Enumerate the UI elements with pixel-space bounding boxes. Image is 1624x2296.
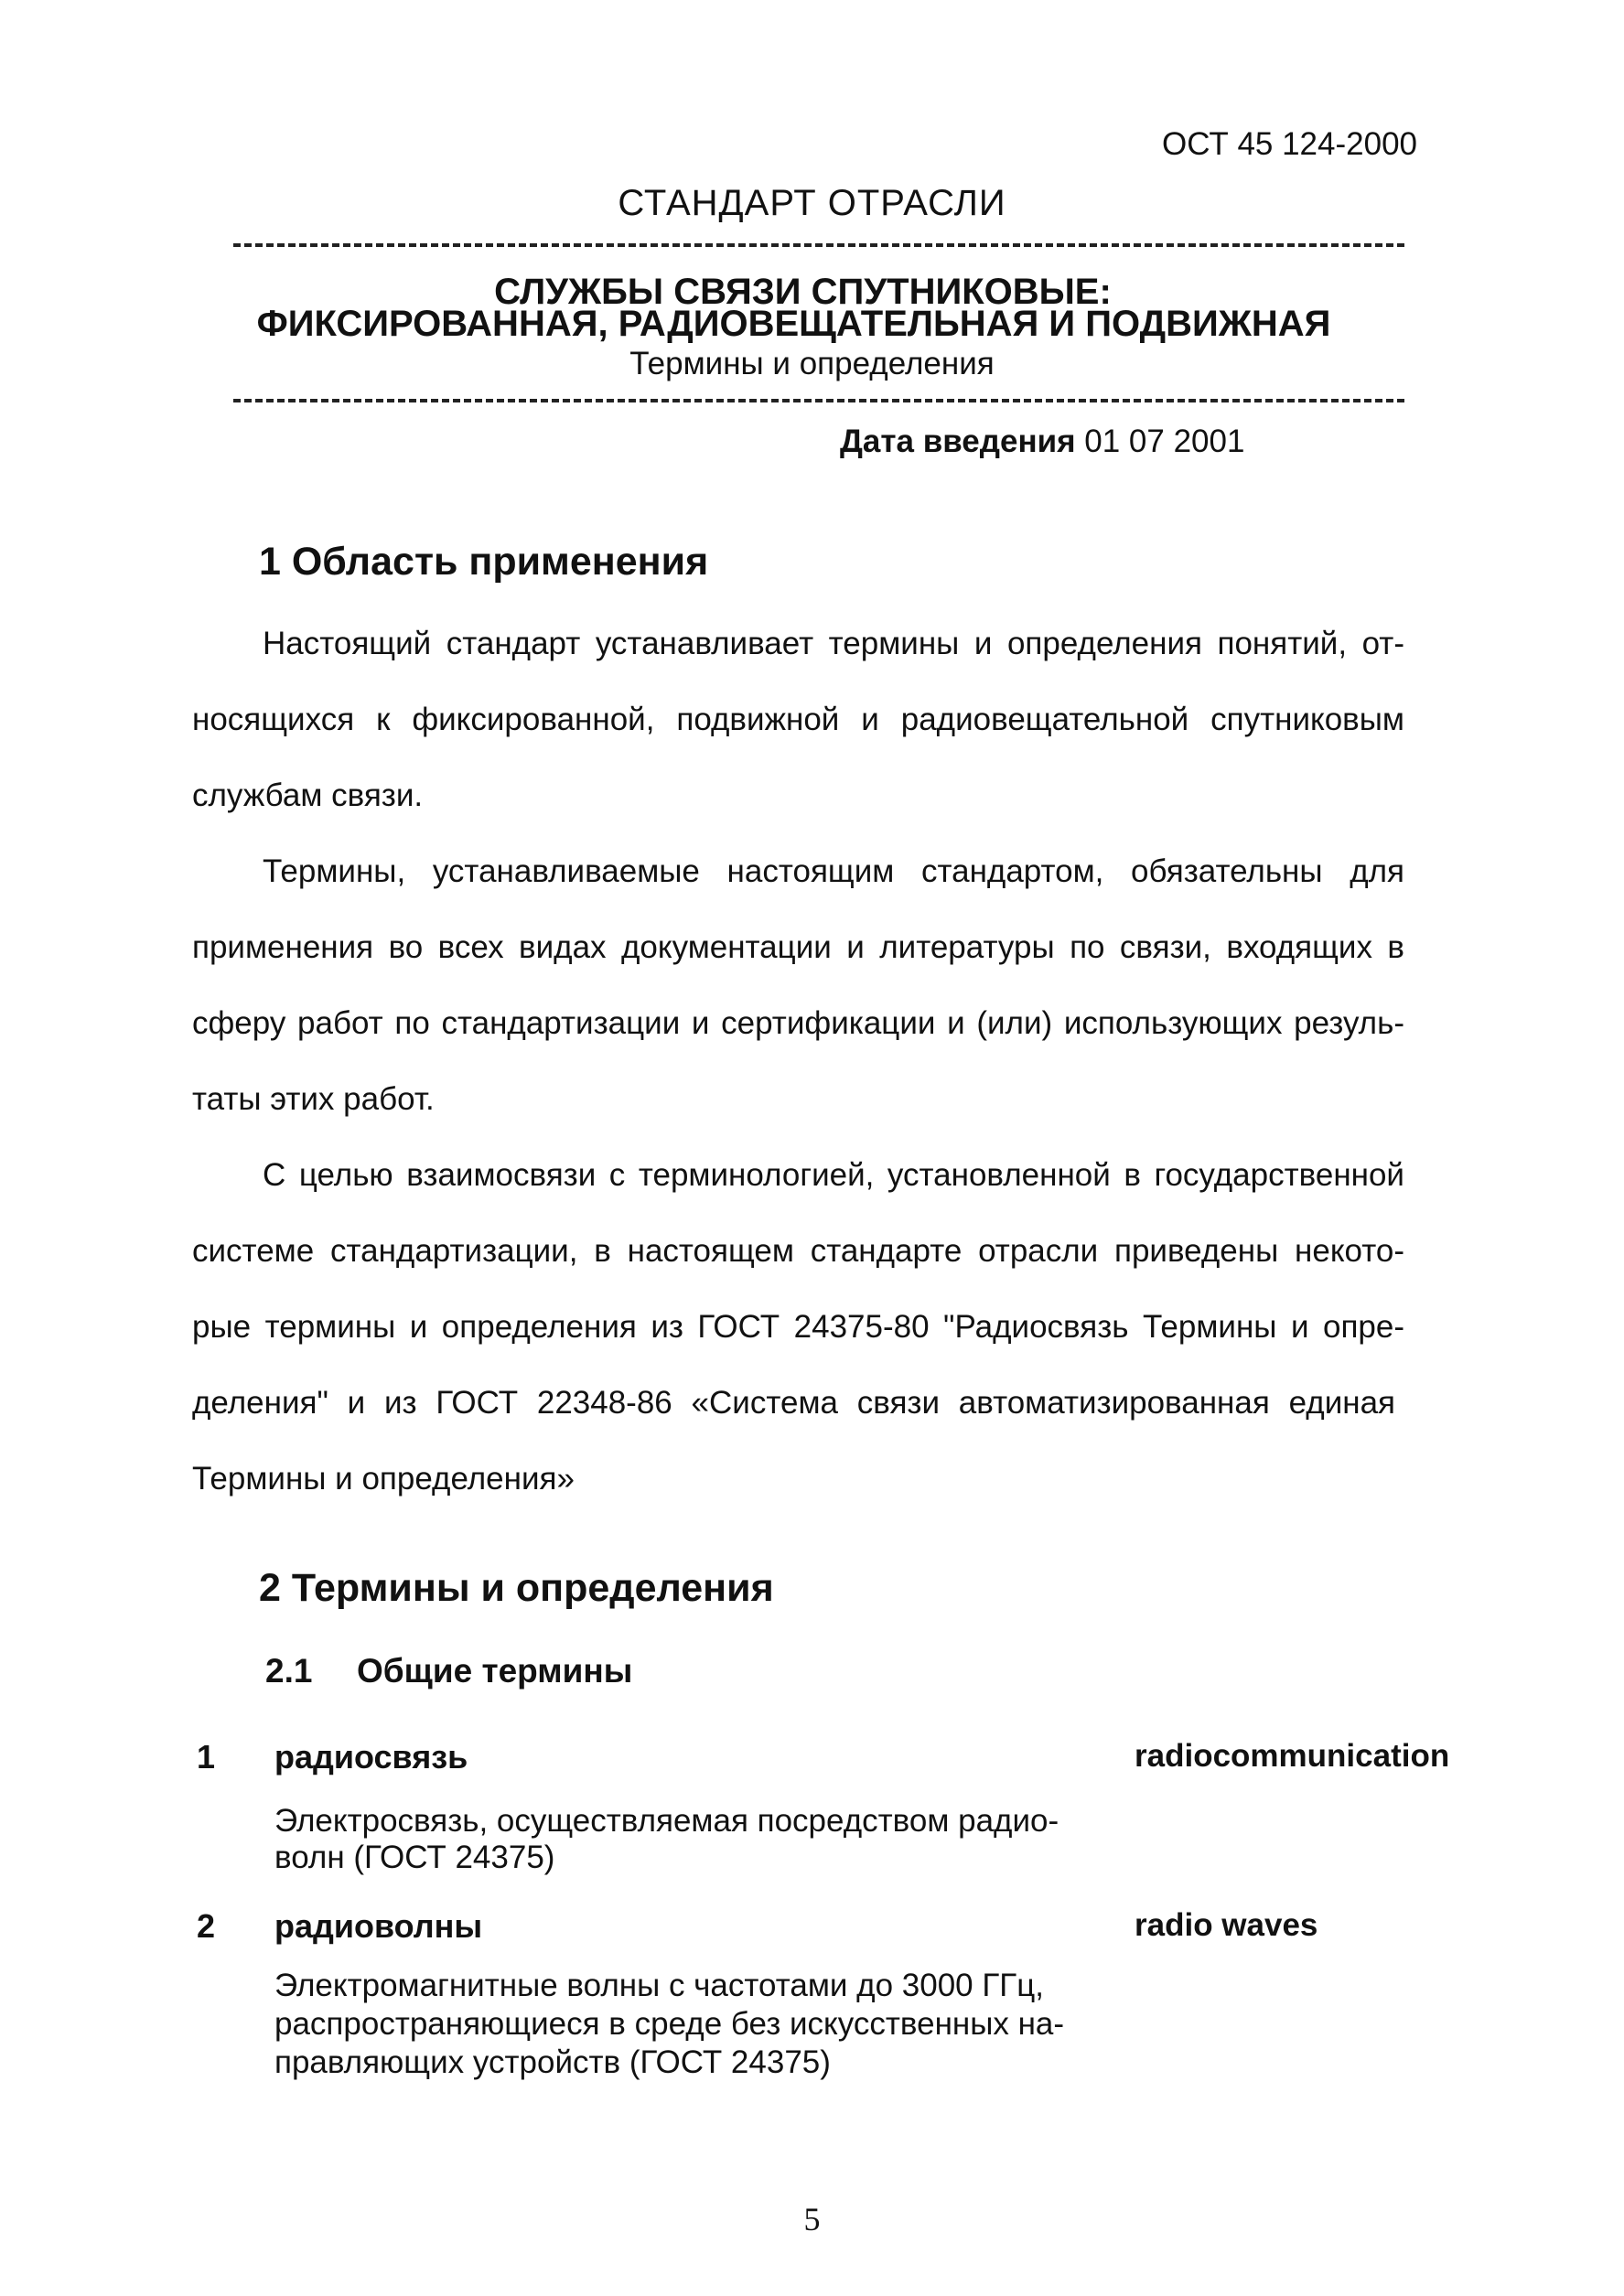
bottom-dashed-rule bbox=[233, 399, 1404, 402]
para3-line-4: деления" и из ГОСТ 22348-86 «Система связи автоматизированная единая bbox=[192, 1385, 1395, 1421]
term-2-definition-line-2: распространяющиеся в среде без искусственных на- bbox=[274, 2006, 1065, 2042]
term-2-name: радиоволны bbox=[274, 1907, 483, 1945]
term-1-number: 1 bbox=[197, 1738, 216, 1776]
para2-line-1-text: Термины, устанавливаемые настоящим стандартом, обязательны для bbox=[263, 853, 1404, 889]
para2-line-2: применения во всех видах документации и литературы по связи, входящих в bbox=[192, 929, 1404, 965]
para3-line-1: С целью взаимосвязи с терминологией, установленной в государственной bbox=[263, 1157, 1404, 1193]
subsection-number: 2.1 bbox=[265, 1652, 313, 1690]
title-line-2: ФИКСИРОВАННАЯ, РАДИОВЕЩАТЕЛЬНАЯ И ПОДВИЖНАЯ bbox=[256, 304, 1331, 344]
term-1-name: радиосвязь bbox=[274, 1738, 468, 1776]
term-1-definition-line-2: волн (ГОСТ 24375) bbox=[274, 1840, 555, 1875]
term-2-definition-line-3: правляющих устройств (ГОСТ 24375) bbox=[274, 2044, 831, 2080]
section-2-heading: 2 Термины и определения bbox=[259, 1566, 774, 1610]
subsection-title: Общие термины bbox=[357, 1652, 633, 1690]
para1-line-3: службам связи. bbox=[192, 778, 424, 813]
term-2-number: 2 bbox=[197, 1907, 216, 1945]
subsection-heading bbox=[265, 1652, 632, 1690]
para3-line-2: системе стандартизации, в настоящем стандарте отрасли приведены некото- bbox=[192, 1233, 1404, 1269]
para2-line-3: сферу работ по стандартизации и сертификации и (или) использующих резуль- bbox=[192, 1005, 1404, 1041]
title-line-1: СЛУЖБЫ СВЯЗИ СПУТНИКОВЫЕ: bbox=[494, 272, 1112, 312]
para3-line-3: рые термины и определения из ГОСТ 24375-80 "Радиосвязь Термины и опре- bbox=[192, 1309, 1404, 1345]
para1-line-2: носящихся к фиксированной, подвижной и радиовещательной спутниковым bbox=[192, 702, 1404, 737]
term-1-english: radiocommunication bbox=[1135, 1738, 1450, 1774]
page-number: 5 bbox=[803, 2201, 821, 2237]
term-2-english: radio waves bbox=[1135, 1907, 1318, 1943]
effective-date-label: Дата введения bbox=[840, 424, 1076, 459]
top-dashed-rule bbox=[233, 243, 1404, 247]
effective-date-value: 01 07 2001 bbox=[1084, 424, 1245, 459]
document-number: ОСТ 45 124-2000 bbox=[1162, 126, 1418, 162]
subtitle: Термины и определения bbox=[629, 346, 995, 381]
effective-date bbox=[840, 424, 1244, 460]
para1-line-1: Настоящий стандарт устанавливает термины и определения понятий, от- bbox=[263, 626, 1404, 661]
para3-line-5: Термины и определения» bbox=[192, 1461, 575, 1497]
section-1-heading: 1 Область применения bbox=[259, 540, 709, 584]
term-1-definition-line-1: Электросвязь, осуществляемая посредством радио- bbox=[274, 1803, 1059, 1839]
para2-line-4: таты этих работ. bbox=[192, 1081, 435, 1117]
term-2-definition-line-1: Электромагнитные волны с частотами до 3000 ГГц, bbox=[274, 1968, 1045, 2003]
standard-type-label: СТАНДАРТ ОТРАСЛИ bbox=[618, 183, 1006, 223]
